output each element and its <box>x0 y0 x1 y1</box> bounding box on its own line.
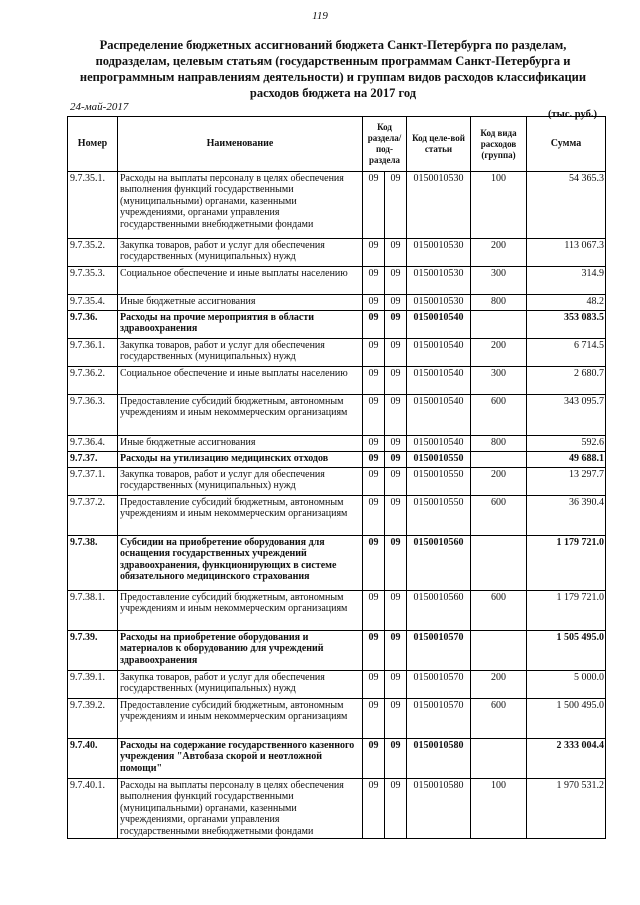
row-article: 0150010550 <box>407 452 471 468</box>
row-name: Расходы на приобретение оборудования и материалов к оборудованию для учреждений здравоохранения <box>118 631 363 671</box>
table-row <box>68 311 606 339</box>
row-name: Закупка товаров, работ и услуг для обеспечения государственных (муниципальных) нужд <box>118 339 363 367</box>
row-article: 0150010570 <box>407 699 471 739</box>
row-name: Иные бюджетные ассигнования <box>118 436 363 452</box>
row-sum: 1 179 721.0 <box>527 536 606 591</box>
row-expense-type <box>471 311 527 339</box>
table-row <box>68 339 606 367</box>
row-article: 0150010580 <box>407 739 471 779</box>
row-section: 09 <box>363 631 385 671</box>
row-article: 0150010540 <box>407 339 471 367</box>
row-article: 0150010550 <box>407 468 471 496</box>
row-section: 09 <box>363 699 385 739</box>
row-expense-type: 600 <box>471 699 527 739</box>
row-name: Расходы на выплаты персоналу в целях обеспечения выполнения функций государственными (муниципальными) органами, казенными учреждениями, органами управления государственными внебюджетными фондами <box>118 779 363 839</box>
header-article: Код целе-вой статьи <box>407 117 471 172</box>
row-subsection: 09 <box>385 395 407 436</box>
row-section: 09 <box>363 311 385 339</box>
row-name: Расходы на утилизацию медицинских отходов <box>118 452 363 468</box>
row-name: Предоставление субсидий бюджетным, автономным учреждениям и иным некоммерческим организациям <box>118 395 363 436</box>
header-expense-type: Код вида расходов (группа) <box>471 117 527 172</box>
row-sum: 1 179 721.0 <box>527 591 606 631</box>
row-section: 09 <box>363 496 385 536</box>
row-sum: 5 000.0 <box>527 671 606 699</box>
row-name: Иные бюджетные ассигнования <box>118 295 363 311</box>
row-subsection: 09 <box>385 367 407 395</box>
row-expense-type: 200 <box>471 239 527 267</box>
row-article: 0150010540 <box>407 367 471 395</box>
row-sum: 2 333 004.4 <box>527 739 606 779</box>
row-expense-type: 100 <box>471 172 527 239</box>
row-subsection: 09 <box>385 172 407 239</box>
table-row <box>68 239 606 267</box>
row-article: 0150010570 <box>407 631 471 671</box>
row-number: 9.7.39.2. <box>68 699 118 739</box>
row-sum: 1 500 495.0 <box>527 699 606 739</box>
row-subsection: 09 <box>385 452 407 468</box>
row-subsection: 09 <box>385 468 407 496</box>
row-subsection: 09 <box>385 496 407 536</box>
row-expense-type: 800 <box>471 295 527 311</box>
table-row <box>68 631 606 671</box>
row-subsection: 09 <box>385 311 407 339</box>
table-row <box>68 367 606 395</box>
row-expense-type <box>471 452 527 468</box>
row-article: 0150010530 <box>407 239 471 267</box>
row-article: 0150010540 <box>407 311 471 339</box>
row-number: 9.7.37.2. <box>68 496 118 536</box>
table-row <box>68 496 606 536</box>
document-title: Распределение бюджетных ассигнований бюджета Санкт-Петербурга по разделам, подразделам, целевым статьям (государственным программам Санкт-Петербурга и непрограммным направлениям деятельности) и группам видов расходов классификации расходов бюджета на 2017 год <box>79 38 587 100</box>
row-article: 0150010540 <box>407 395 471 436</box>
row-number: 9.7.36.1. <box>68 339 118 367</box>
row-section: 09 <box>363 172 385 239</box>
row-sum: 13 297.7 <box>527 468 606 496</box>
row-sum: 2 680.7 <box>527 367 606 395</box>
row-expense-type: 600 <box>471 591 527 631</box>
row-number: 9.7.38. <box>68 536 118 591</box>
row-number: 9.7.40.1. <box>68 779 118 839</box>
row-section: 09 <box>363 239 385 267</box>
row-subsection: 09 <box>385 739 407 779</box>
row-expense-type <box>471 739 527 779</box>
row-name: Предоставление субсидий бюджетным, автономным учреждениям и иным некоммерческим организациям <box>118 591 363 631</box>
header-number: Номер <box>68 117 118 172</box>
row-number: 9.7.36.3. <box>68 395 118 436</box>
row-subsection: 09 <box>385 536 407 591</box>
row-name: Социальное обеспечение и иные выплаты населению <box>118 367 363 395</box>
row-article: 0150010560 <box>407 536 471 591</box>
row-number: 9.7.36. <box>68 311 118 339</box>
row-name: Предоставление субсидий бюджетным, автономным учреждениям и иным некоммерческим организациям <box>118 496 363 536</box>
row-sum: 113 067.3 <box>527 239 606 267</box>
row-name: Субсидии на приобретение оборудования для оснащения государственных учреждений здравоохранения, функционирующих в системе обязательного медицинского страхования <box>118 536 363 591</box>
table-header-row <box>68 117 606 172</box>
row-section: 09 <box>363 452 385 468</box>
row-expense-type: 600 <box>471 496 527 536</box>
row-number: 9.7.38.1. <box>68 591 118 631</box>
header-sum: Сумма <box>527 117 606 172</box>
row-subsection: 09 <box>385 699 407 739</box>
row-section: 09 <box>363 739 385 779</box>
row-section: 09 <box>363 468 385 496</box>
row-sum: 314.9 <box>527 267 606 295</box>
row-section: 09 <box>363 591 385 631</box>
row-number: 9.7.36.4. <box>68 436 118 452</box>
row-article: 0150010530 <box>407 295 471 311</box>
table-row <box>68 468 606 496</box>
row-name: Закупка товаров, работ и услуг для обеспечения государственных (муниципальных) нужд <box>118 671 363 699</box>
row-section: 09 <box>363 395 385 436</box>
table-row <box>68 452 606 468</box>
row-number: 9.7.39. <box>68 631 118 671</box>
table-row <box>68 436 606 452</box>
row-subsection: 09 <box>385 267 407 295</box>
row-number: 9.7.39.1. <box>68 671 118 699</box>
row-number: 9.7.35.3. <box>68 267 118 295</box>
row-subsection: 09 <box>385 591 407 631</box>
row-sum: 353 083.5 <box>527 311 606 339</box>
table-row <box>68 779 606 839</box>
row-section: 09 <box>363 779 385 839</box>
table-row <box>68 395 606 436</box>
row-article: 0150010540 <box>407 436 471 452</box>
row-name: Расходы на выплаты персоналу в целях обеспечения выполнения функций государственными (муниципальными) органами, казенными учреждениями, органами управления государственными внебюджетными фондами <box>118 172 363 239</box>
row-number: 9.7.36.2. <box>68 367 118 395</box>
row-sum: 592.6 <box>527 436 606 452</box>
header-name: Наименование <box>118 117 363 172</box>
budget-table <box>67 116 606 839</box>
page-number: 119 <box>312 10 328 22</box>
row-sum: 48.2 <box>527 295 606 311</box>
row-number: 9.7.37.1. <box>68 468 118 496</box>
row-article: 0150010560 <box>407 591 471 631</box>
table-row <box>68 295 606 311</box>
row-expense-type: 300 <box>471 267 527 295</box>
row-number: 9.7.40. <box>68 739 118 779</box>
row-number: 9.7.35.2. <box>68 239 118 267</box>
row-section: 09 <box>363 671 385 699</box>
row-name: Расходы на содержание государственного казенного учреждения "Автобаза скорой и неотложной помощи" <box>118 739 363 779</box>
row-sum: 1 505 495.0 <box>527 631 606 671</box>
table-row <box>68 267 606 295</box>
table-row <box>68 739 606 779</box>
row-sum: 49 688.1 <box>527 452 606 468</box>
row-subsection: 09 <box>385 295 407 311</box>
table-row <box>68 699 606 739</box>
row-subsection: 09 <box>385 631 407 671</box>
row-number: 9.7.35.4. <box>68 295 118 311</box>
row-article: 0150010550 <box>407 496 471 536</box>
row-sum: 54 365.3 <box>527 172 606 239</box>
row-expense-type: 200 <box>471 339 527 367</box>
document-date: 24-май-2017 <box>70 101 129 113</box>
row-section: 09 <box>363 436 385 452</box>
row-section: 09 <box>363 339 385 367</box>
row-article: 0150010530 <box>407 267 471 295</box>
row-name: Закупка товаров, работ и услуг для обеспечения государственных (муниципальных) нужд <box>118 239 363 267</box>
row-subsection: 09 <box>385 779 407 839</box>
table-row <box>68 172 606 239</box>
table-row <box>68 671 606 699</box>
table-row <box>68 536 606 591</box>
row-expense-type: 800 <box>471 436 527 452</box>
row-expense-type: 200 <box>471 671 527 699</box>
table-row <box>68 591 606 631</box>
row-sum: 6 714.5 <box>527 339 606 367</box>
row-article: 0150010570 <box>407 671 471 699</box>
row-number: 9.7.35.1. <box>68 172 118 239</box>
row-sum: 343 095.7 <box>527 395 606 436</box>
row-expense-type: 600 <box>471 395 527 436</box>
row-number: 9.7.37. <box>68 452 118 468</box>
row-name: Закупка товаров, работ и услуг для обеспечения государственных (муниципальных) нужд <box>118 468 363 496</box>
row-subsection: 09 <box>385 239 407 267</box>
units-label: (тыс. руб.) <box>548 109 597 120</box>
row-article: 0150010530 <box>407 172 471 239</box>
row-subsection: 09 <box>385 339 407 367</box>
row-subsection: 09 <box>385 671 407 699</box>
row-expense-type <box>471 631 527 671</box>
row-name: Предоставление субсидий бюджетным, автономным учреждениям и иным некоммерческим организациям <box>118 699 363 739</box>
row-sum: 1 970 531.2 <box>527 779 606 839</box>
row-section: 09 <box>363 295 385 311</box>
row-section: 09 <box>363 267 385 295</box>
row-sum: 36 390.4 <box>527 496 606 536</box>
row-article: 0150010580 <box>407 779 471 839</box>
row-expense-type: 200 <box>471 468 527 496</box>
row-expense-type <box>471 536 527 591</box>
header-section: Код раздела/ под-раздела <box>363 117 407 172</box>
row-subsection: 09 <box>385 436 407 452</box>
row-name: Расходы на прочие мероприятия в области здравоохранения <box>118 311 363 339</box>
row-section: 09 <box>363 536 385 591</box>
row-expense-type: 300 <box>471 367 527 395</box>
row-name: Социальное обеспечение и иные выплаты населению <box>118 267 363 295</box>
row-expense-type: 100 <box>471 779 527 839</box>
row-section: 09 <box>363 367 385 395</box>
